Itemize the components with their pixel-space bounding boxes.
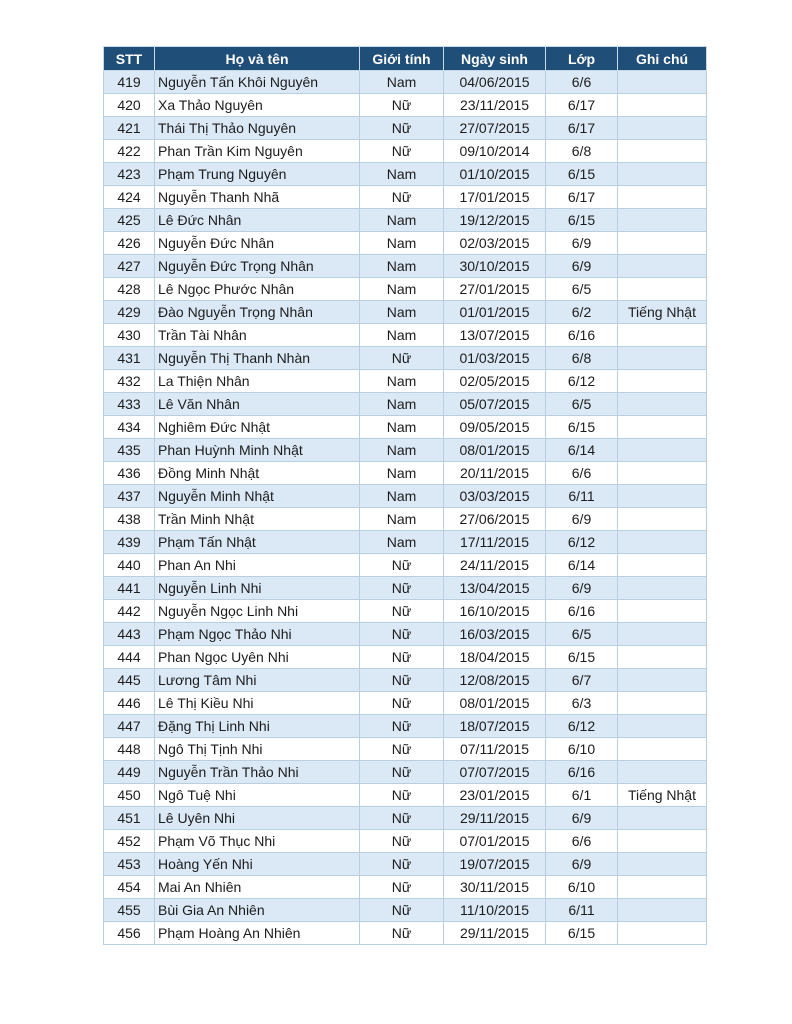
class-cell: 6/16 xyxy=(546,324,618,347)
note-cell: Tiếng Nhật xyxy=(618,301,707,324)
stt-cell: 434 xyxy=(104,416,155,439)
stt-cell: 433 xyxy=(104,393,155,416)
class-cell: 6/16 xyxy=(546,600,618,623)
dob-cell: 27/01/2015 xyxy=(444,278,546,301)
note-cell xyxy=(618,692,707,715)
gender-cell: Nữ xyxy=(360,94,444,117)
header-class: Lớp xyxy=(546,47,618,71)
name-cell: Đặng Thị Linh Nhi xyxy=(155,715,360,738)
note-cell xyxy=(618,922,707,945)
class-cell: 6/2 xyxy=(546,301,618,324)
name-cell: Đào Nguyễn Trọng Nhân xyxy=(155,301,360,324)
dob-cell: 24/11/2015 xyxy=(444,554,546,577)
dob-cell: 23/01/2015 xyxy=(444,784,546,807)
dob-cell: 12/08/2015 xyxy=(444,669,546,692)
gender-cell: Nữ xyxy=(360,853,444,876)
class-cell: 6/3 xyxy=(546,692,618,715)
dob-cell: 07/01/2015 xyxy=(444,830,546,853)
class-cell: 6/5 xyxy=(546,623,618,646)
note-cell xyxy=(618,462,707,485)
gender-cell: Nữ xyxy=(360,922,444,945)
dob-cell: 04/06/2015 xyxy=(444,71,546,94)
table-row xyxy=(104,531,707,554)
note-cell xyxy=(618,255,707,278)
name-cell: Lê Ngọc Phước Nhân xyxy=(155,278,360,301)
class-cell: 6/11 xyxy=(546,899,618,922)
table-row xyxy=(104,784,707,807)
stt-cell: 450 xyxy=(104,784,155,807)
stt-cell: 446 xyxy=(104,692,155,715)
dob-cell: 01/03/2015 xyxy=(444,347,546,370)
stt-cell: 455 xyxy=(104,899,155,922)
class-cell: 6/9 xyxy=(546,577,618,600)
gender-cell: Nam xyxy=(360,232,444,255)
gender-cell: Nữ xyxy=(360,600,444,623)
name-cell: Nguyễn Tấn Khôi Nguyên xyxy=(155,71,360,94)
gender-cell: Nữ xyxy=(360,669,444,692)
note-cell xyxy=(618,163,707,186)
name-cell: Lê Văn Nhân xyxy=(155,393,360,416)
name-cell: Trần Tài Nhân xyxy=(155,324,360,347)
stt-cell: 441 xyxy=(104,577,155,600)
class-cell: 6/6 xyxy=(546,71,618,94)
name-cell: Hoàng Yến Nhi xyxy=(155,853,360,876)
stt-cell: 443 xyxy=(104,623,155,646)
class-cell: 6/12 xyxy=(546,531,618,554)
note-cell xyxy=(618,209,707,232)
note-cell xyxy=(618,899,707,922)
table-row xyxy=(104,255,707,278)
table-row xyxy=(104,623,707,646)
gender-cell: Nam xyxy=(360,393,444,416)
class-cell: 6/14 xyxy=(546,554,618,577)
class-cell: 6/9 xyxy=(546,255,618,278)
table-row xyxy=(104,600,707,623)
gender-cell: Nam xyxy=(360,71,444,94)
table-row xyxy=(104,577,707,600)
name-cell: Ngô Thị Tịnh Nhi xyxy=(155,738,360,761)
note-cell xyxy=(618,439,707,462)
class-cell: 6/15 xyxy=(546,163,618,186)
class-cell: 6/15 xyxy=(546,416,618,439)
note-cell xyxy=(618,117,707,140)
stt-cell: 445 xyxy=(104,669,155,692)
dob-cell: 30/11/2015 xyxy=(444,876,546,899)
dob-cell: 07/07/2015 xyxy=(444,761,546,784)
class-cell: 6/5 xyxy=(546,278,618,301)
class-cell: 6/12 xyxy=(546,715,618,738)
stt-cell: 456 xyxy=(104,922,155,945)
stt-cell: 432 xyxy=(104,370,155,393)
stt-cell: 422 xyxy=(104,140,155,163)
name-cell: Đồng Minh Nhật xyxy=(155,462,360,485)
table-row xyxy=(104,692,707,715)
name-cell: Lê Uyên Nhi xyxy=(155,807,360,830)
note-cell xyxy=(618,508,707,531)
stt-cell: 438 xyxy=(104,508,155,531)
class-cell: 6/6 xyxy=(546,462,618,485)
note-cell xyxy=(618,278,707,301)
name-cell: Phạm Tấn Nhật xyxy=(155,531,360,554)
note-cell xyxy=(618,140,707,163)
dob-cell: 09/05/2015 xyxy=(444,416,546,439)
stt-cell: 421 xyxy=(104,117,155,140)
note-cell xyxy=(618,577,707,600)
class-cell: 6/9 xyxy=(546,807,618,830)
name-cell: Mai An Nhiên xyxy=(155,876,360,899)
stt-cell: 425 xyxy=(104,209,155,232)
dob-cell: 08/01/2015 xyxy=(444,692,546,715)
class-cell: 6/8 xyxy=(546,140,618,163)
note-cell xyxy=(618,347,707,370)
class-cell: 6/10 xyxy=(546,738,618,761)
header-name: Họ và tên xyxy=(155,47,360,71)
name-cell: Xa Thảo Nguyên xyxy=(155,94,360,117)
table-row xyxy=(104,278,707,301)
name-cell: Nguyễn Trần Thảo Nhi xyxy=(155,761,360,784)
gender-cell: Nam xyxy=(360,462,444,485)
table-row xyxy=(104,761,707,784)
gender-cell: Nữ xyxy=(360,761,444,784)
class-cell: 6/15 xyxy=(546,646,618,669)
table-row xyxy=(104,899,707,922)
table-row xyxy=(104,117,707,140)
dob-cell: 23/11/2015 xyxy=(444,94,546,117)
dob-cell: 13/04/2015 xyxy=(444,577,546,600)
name-cell: Nguyễn Thanh Nhã xyxy=(155,186,360,209)
dob-cell: 18/07/2015 xyxy=(444,715,546,738)
table-row xyxy=(104,830,707,853)
gender-cell: Nữ xyxy=(360,738,444,761)
dob-cell: 17/11/2015 xyxy=(444,531,546,554)
gender-cell: Nữ xyxy=(360,347,444,370)
stt-cell: 436 xyxy=(104,462,155,485)
header-gender: Giới tính xyxy=(360,47,444,71)
name-cell: Phan Ngọc Uyên Nhi xyxy=(155,646,360,669)
note-cell xyxy=(618,416,707,439)
table-row xyxy=(104,416,707,439)
dob-cell: 17/01/2015 xyxy=(444,186,546,209)
note-cell xyxy=(618,623,707,646)
stt-cell: 431 xyxy=(104,347,155,370)
gender-cell: Nữ xyxy=(360,692,444,715)
header-dob: Ngày sinh xyxy=(444,47,546,71)
stt-cell: 453 xyxy=(104,853,155,876)
dob-cell: 11/10/2015 xyxy=(444,899,546,922)
name-cell: Nguyễn Ngọc Linh Nhi xyxy=(155,600,360,623)
dob-cell: 20/11/2015 xyxy=(444,462,546,485)
stt-cell: 437 xyxy=(104,485,155,508)
class-cell: 6/17 xyxy=(546,117,618,140)
name-cell: Phan An Nhi xyxy=(155,554,360,577)
student-list-table xyxy=(103,46,707,945)
stt-cell: 427 xyxy=(104,255,155,278)
note-cell xyxy=(618,232,707,255)
gender-cell: Nữ xyxy=(360,715,444,738)
gender-cell: Nữ xyxy=(360,646,444,669)
note-cell xyxy=(618,830,707,853)
table-row xyxy=(104,485,707,508)
note-cell xyxy=(618,669,707,692)
gender-cell: Nữ xyxy=(360,784,444,807)
stt-cell: 442 xyxy=(104,600,155,623)
class-cell: 6/8 xyxy=(546,347,618,370)
stt-cell: 439 xyxy=(104,531,155,554)
dob-cell: 30/10/2015 xyxy=(444,255,546,278)
table-row xyxy=(104,807,707,830)
dob-cell: 07/11/2015 xyxy=(444,738,546,761)
note-cell xyxy=(618,646,707,669)
gender-cell: Nữ xyxy=(360,623,444,646)
table-row xyxy=(104,439,707,462)
class-cell: 6/17 xyxy=(546,94,618,117)
table-row xyxy=(104,508,707,531)
stt-cell: 430 xyxy=(104,324,155,347)
gender-cell: Nam xyxy=(360,439,444,462)
name-cell: Lê Đức Nhân xyxy=(155,209,360,232)
dob-cell: 03/03/2015 xyxy=(444,485,546,508)
stt-cell: 440 xyxy=(104,554,155,577)
gender-cell: Nam xyxy=(360,416,444,439)
table-row xyxy=(104,186,707,209)
gender-cell: Nữ xyxy=(360,186,444,209)
table-header-row xyxy=(104,47,707,71)
name-cell: Nguyễn Linh Nhi xyxy=(155,577,360,600)
note-cell xyxy=(618,94,707,117)
note-cell xyxy=(618,324,707,347)
class-cell: 6/14 xyxy=(546,439,618,462)
stt-cell: 435 xyxy=(104,439,155,462)
dob-cell: 16/10/2015 xyxy=(444,600,546,623)
stt-cell: 454 xyxy=(104,876,155,899)
stt-cell: 423 xyxy=(104,163,155,186)
gender-cell: Nam xyxy=(360,508,444,531)
note-cell xyxy=(618,71,707,94)
name-cell: Ngô Tuệ Nhi xyxy=(155,784,360,807)
table-row xyxy=(104,738,707,761)
name-cell: Nguyễn Đức Trọng Nhân xyxy=(155,255,360,278)
dob-cell: 18/04/2015 xyxy=(444,646,546,669)
dob-cell: 13/07/2015 xyxy=(444,324,546,347)
gender-cell: Nữ xyxy=(360,876,444,899)
dob-cell: 27/07/2015 xyxy=(444,117,546,140)
dob-cell: 08/01/2015 xyxy=(444,439,546,462)
header-stt: STT xyxy=(104,47,155,71)
class-cell: 6/11 xyxy=(546,485,618,508)
dob-cell: 19/12/2015 xyxy=(444,209,546,232)
table-row xyxy=(104,554,707,577)
note-cell xyxy=(618,393,707,416)
table-row xyxy=(104,853,707,876)
stt-cell: 426 xyxy=(104,232,155,255)
name-cell: La Thiện Nhân xyxy=(155,370,360,393)
name-cell: Trần Minh Nhật xyxy=(155,508,360,531)
dob-cell: 05/07/2015 xyxy=(444,393,546,416)
gender-cell: Nam xyxy=(360,278,444,301)
note-cell xyxy=(618,370,707,393)
class-cell: 6/6 xyxy=(546,830,618,853)
stt-cell: 449 xyxy=(104,761,155,784)
gender-cell: Nam xyxy=(360,209,444,232)
name-cell: Nguyễn Thị Thanh Nhàn xyxy=(155,347,360,370)
name-cell: Lương Tâm Nhi xyxy=(155,669,360,692)
table-row xyxy=(104,71,707,94)
note-cell: Tiếng Nhật xyxy=(618,784,707,807)
table-row xyxy=(104,232,707,255)
name-cell: Nguyễn Minh Nhật xyxy=(155,485,360,508)
gender-cell: Nữ xyxy=(360,140,444,163)
dob-cell: 16/03/2015 xyxy=(444,623,546,646)
note-cell xyxy=(618,531,707,554)
gender-cell: Nam xyxy=(360,301,444,324)
class-cell: 6/9 xyxy=(546,853,618,876)
table-row xyxy=(104,209,707,232)
class-cell: 6/15 xyxy=(546,209,618,232)
stt-cell: 444 xyxy=(104,646,155,669)
table-row xyxy=(104,94,707,117)
dob-cell: 01/01/2015 xyxy=(444,301,546,324)
note-cell xyxy=(618,600,707,623)
note-cell xyxy=(618,807,707,830)
stt-cell: 428 xyxy=(104,278,155,301)
table-row xyxy=(104,646,707,669)
gender-cell: Nữ xyxy=(360,830,444,853)
table-row xyxy=(104,324,707,347)
note-cell xyxy=(618,738,707,761)
note-cell xyxy=(618,554,707,577)
table-row xyxy=(104,876,707,899)
gender-cell: Nam xyxy=(360,531,444,554)
name-cell: Phạm Hoàng An Nhiên xyxy=(155,922,360,945)
class-cell: 6/12 xyxy=(546,370,618,393)
name-cell: Phạm Võ Thục Nhi xyxy=(155,830,360,853)
note-cell xyxy=(618,761,707,784)
gender-cell: Nữ xyxy=(360,117,444,140)
name-cell: Phan Trần Kim Nguyên xyxy=(155,140,360,163)
name-cell: Phạm Ngọc Thảo Nhi xyxy=(155,623,360,646)
class-cell: 6/7 xyxy=(546,669,618,692)
note-cell xyxy=(618,186,707,209)
gender-cell: Nam xyxy=(360,163,444,186)
name-cell: Nguyễn Đức Nhân xyxy=(155,232,360,255)
stt-cell: 429 xyxy=(104,301,155,324)
class-cell: 6/1 xyxy=(546,784,618,807)
table-row xyxy=(104,393,707,416)
table-row xyxy=(104,163,707,186)
class-cell: 6/5 xyxy=(546,393,618,416)
gender-cell: Nữ xyxy=(360,899,444,922)
note-cell xyxy=(618,876,707,899)
gender-cell: Nữ xyxy=(360,554,444,577)
stt-cell: 424 xyxy=(104,186,155,209)
gender-cell: Nữ xyxy=(360,577,444,600)
note-cell xyxy=(618,853,707,876)
header-note: Ghi chú xyxy=(618,47,707,71)
dob-cell: 19/07/2015 xyxy=(444,853,546,876)
dob-cell: 27/06/2015 xyxy=(444,508,546,531)
stt-cell: 420 xyxy=(104,94,155,117)
class-cell: 6/9 xyxy=(546,232,618,255)
class-cell: 6/15 xyxy=(546,922,618,945)
name-cell: Nghiêm Đức Nhật xyxy=(155,416,360,439)
stt-cell: 452 xyxy=(104,830,155,853)
dob-cell: 01/10/2015 xyxy=(444,163,546,186)
class-cell: 6/9 xyxy=(546,508,618,531)
table-row xyxy=(104,669,707,692)
note-cell xyxy=(618,485,707,508)
stt-cell: 447 xyxy=(104,715,155,738)
dob-cell: 09/10/2014 xyxy=(444,140,546,163)
table-row xyxy=(104,462,707,485)
table-row xyxy=(104,370,707,393)
table-row xyxy=(104,347,707,370)
name-cell: Lê Thị Kiều Nhi xyxy=(155,692,360,715)
name-cell: Phạm Trung Nguyên xyxy=(155,163,360,186)
name-cell: Bùi Gia An Nhiên xyxy=(155,899,360,922)
table-row xyxy=(104,922,707,945)
table-body xyxy=(104,71,707,945)
dob-cell: 02/05/2015 xyxy=(444,370,546,393)
class-cell: 6/16 xyxy=(546,761,618,784)
note-cell xyxy=(618,715,707,738)
gender-cell: Nam xyxy=(360,255,444,278)
stt-cell: 451 xyxy=(104,807,155,830)
dob-cell: 02/03/2015 xyxy=(444,232,546,255)
class-cell: 6/17 xyxy=(546,186,618,209)
dob-cell: 29/11/2015 xyxy=(444,807,546,830)
stt-cell: 419 xyxy=(104,71,155,94)
gender-cell: Nam xyxy=(360,324,444,347)
stt-cell: 448 xyxy=(104,738,155,761)
class-cell: 6/10 xyxy=(546,876,618,899)
table-row xyxy=(104,715,707,738)
gender-cell: Nam xyxy=(360,485,444,508)
table-row xyxy=(104,301,707,324)
gender-cell: Nữ xyxy=(360,807,444,830)
dob-cell: 29/11/2015 xyxy=(444,922,546,945)
table-row xyxy=(104,140,707,163)
name-cell: Phan Huỳnh Minh Nhật xyxy=(155,439,360,462)
gender-cell: Nam xyxy=(360,370,444,393)
name-cell: Thái Thị Thảo Nguyên xyxy=(155,117,360,140)
